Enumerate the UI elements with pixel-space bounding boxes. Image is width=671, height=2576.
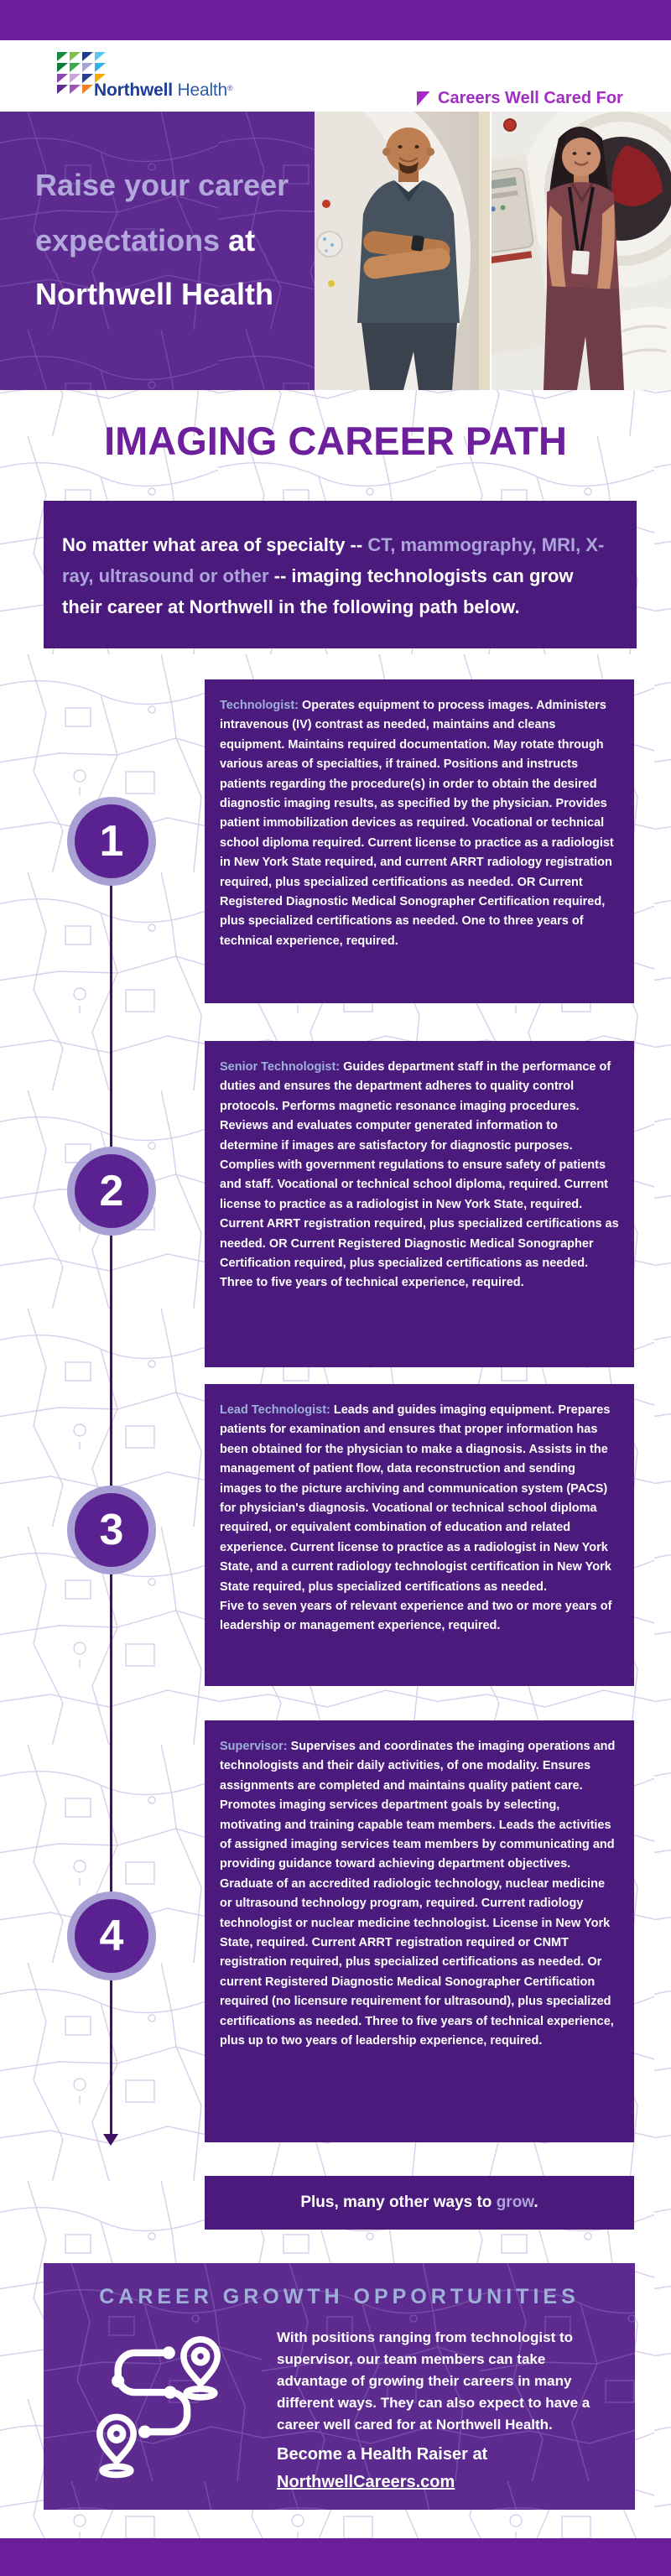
step-1-card bbox=[205, 679, 634, 1003]
mosaic-triangle bbox=[57, 74, 68, 83]
mosaic-triangle bbox=[70, 63, 81, 72]
step-2-number: 2 bbox=[99, 1167, 124, 1215]
step-3-title: Lead Technologist: bbox=[220, 1403, 334, 1417]
page-title: IMAGING CAREER PATH bbox=[104, 419, 567, 463]
brand-wordmark bbox=[94, 81, 232, 101]
arrow-down-icon bbox=[103, 2134, 118, 2146]
career-growth-panel bbox=[44, 2263, 635, 2510]
mosaic-triangle bbox=[82, 52, 93, 61]
brand-name-light: Health® bbox=[177, 81, 233, 100]
step-3-number: 3 bbox=[99, 1506, 124, 1554]
career-growth-body: With positions ranging from technologist to supervisor, our team members can take advantage of growing their careers in many different ways. They can also expect to have a career well cared for at Northwell Health. bbox=[277, 2329, 590, 2433]
mosaic-triangle bbox=[70, 85, 81, 94]
mosaic-triangle bbox=[70, 52, 81, 61]
registered-mark: ® bbox=[227, 84, 233, 92]
step-2-description: Guides department staff in the performance of duties and ensures the department adheres to quality control protocols. Performs magnetic resonance imaging procedures. Reviews and evaluates computer generated information to determine if images are satisfactory for diagnostic purposes. Complies with government regulations to ensure safety of patients and staff. Vocational or technical school diploma, required. Current license to practice as a radiologist in New York State, required. Current ARRT registration required, plus specialized certifications as needed. OR Current Registered Diagnostic Medical Sonographer Certification required, plus specialized certifications as needed. Three to five years of technical experience, required. bbox=[220, 1060, 619, 1290]
top-accent-bar bbox=[0, 0, 671, 40]
intro-text: No matter what area of specialty -- CT, mammography, MRI, X-ray, ultrasound or other -- imaging technologists can grow their career at Northwell in the following path below. bbox=[62, 534, 605, 617]
step-2-title: Senior Technologist: bbox=[220, 1060, 344, 1074]
step-1-badge bbox=[67, 797, 156, 886]
career-growth-title: CAREER GROWTH OPPORTUNITIES bbox=[99, 2285, 580, 2308]
header-band bbox=[0, 40, 671, 112]
cta-block bbox=[277, 2441, 487, 2496]
step-2-card bbox=[205, 1041, 634, 1367]
route-pins-icon bbox=[86, 2330, 241, 2481]
mosaic-triangle bbox=[82, 74, 93, 83]
mosaic-triangle bbox=[95, 63, 106, 72]
step-4-badge bbox=[67, 1892, 156, 1980]
mosaic-triangle bbox=[82, 63, 93, 72]
bottom-accent-bar bbox=[0, 2538, 671, 2576]
mosaic-triangle bbox=[57, 63, 68, 72]
plus-text: Plus, many other ways to grow. bbox=[300, 2194, 538, 2211]
mosaic-triangle bbox=[82, 85, 93, 94]
tagline bbox=[417, 89, 623, 108]
step-3-badge bbox=[67, 1486, 156, 1574]
mosaic-triangle bbox=[70, 74, 81, 83]
plus-banner bbox=[205, 2176, 634, 2230]
hero-line-2: expectations at bbox=[35, 223, 256, 258]
step-1-title: Technologist: bbox=[220, 699, 303, 712]
mosaic-triangle bbox=[57, 85, 68, 94]
step-1-description: Operates equipment to process images. Administers intravenous (IV) contrast as needed, maintains and cleans equipment. Maintains required documentation. May rotate through various areas of specialties, if trained. Positions and instructs patients regarding the procedure(s) in order to obtain the desired diagnostic imaging results, as specified by the physician. Provides patient immobilization devices as required. Vocational or technical school diploma required. Current license to practice as a radiologist in New York State required, and current ARRT radiology registration required, plus specialized certifications as needed. OR Current Registered Diagnostic Medical Sonographer Certification required, plus specialized certifications as needed. One to three years of technical experience, required. bbox=[220, 699, 614, 948]
careers-site-link[interactable]: NorthwellCareers.com bbox=[277, 2473, 455, 2491]
step-3-card bbox=[205, 1384, 634, 1686]
photo-male-technologist bbox=[315, 112, 490, 390]
brand-name-bold: Northwell bbox=[94, 81, 173, 100]
step-3-description: Leads and guides imaging equipment. Prepares patients for examination and ensures that proper information has been obtained for the physician to make a diagnosis. Assists in the management of patient flow, data reconstruction and sending images to the picture archiving and communication system (PACS) for physician's diagnosis. Vocational or technical school diploma required, or equivalent combination of education and related experience. Current license to practice as a radiologist in New York State, and a current radiology technologist certification in New York State required, plus specialized certifications as needed. bbox=[220, 1403, 611, 1594]
flag-triangle-icon bbox=[417, 91, 430, 107]
hero-text-panel bbox=[0, 112, 315, 390]
step-4-title: Supervisor: bbox=[220, 1740, 291, 1753]
mosaic-triangle bbox=[57, 52, 68, 61]
step-3-description-2: Five to seven years of relevant experience and two or more years of leadership or management experience, required. bbox=[220, 1600, 612, 1633]
plus-grow-accent: grow bbox=[496, 2194, 534, 2211]
hero-banner bbox=[0, 112, 671, 390]
step-2-badge bbox=[67, 1147, 156, 1236]
mosaic-triangle bbox=[95, 52, 106, 61]
photo-female-technologist bbox=[492, 112, 671, 390]
cta-line: Become a Health Raiser at bbox=[277, 2445, 488, 2464]
hero-line-3: Northwell Health bbox=[35, 277, 274, 311]
step-4-number: 4 bbox=[99, 1912, 124, 1960]
intro-specialties: CT, mammography, MRI, X-ray, ultrasound or other bbox=[62, 534, 605, 586]
intro-box bbox=[44, 501, 637, 648]
hero-line-1: Raise your career bbox=[35, 168, 289, 202]
step-1-number: 1 bbox=[99, 817, 124, 866]
tagline-text: Careers Well Cared For bbox=[438, 89, 623, 107]
step-4-card bbox=[205, 1720, 634, 2142]
step-4-description: Supervises and coordinates the imaging operations and technologists and their daily activities, of one modality. Ensures assignments are completed and maintains quality patient care. Promotes imaging services department goals by selecting, motivating and training capable team members. Leads the activities of assigned imaging services team members by communicating and providing guidance toward achieving department objectives. Graduate of an accredited radiologic technology, nuclear medicine or ultrasound technology program, required. Current radiology technologist or nuclear medicine technologist. License in New York State, required. Current ARRT registration required or CNMT registration required, plus specialized certifications as needed. Or current Registered Diagnostic Medical Sonographer Certification required (no licensure requirement for ultrasound), plus specialized certifications as needed. Three to five years of technical experience, plus up to two years of leadership experience, required. bbox=[220, 1740, 616, 2048]
